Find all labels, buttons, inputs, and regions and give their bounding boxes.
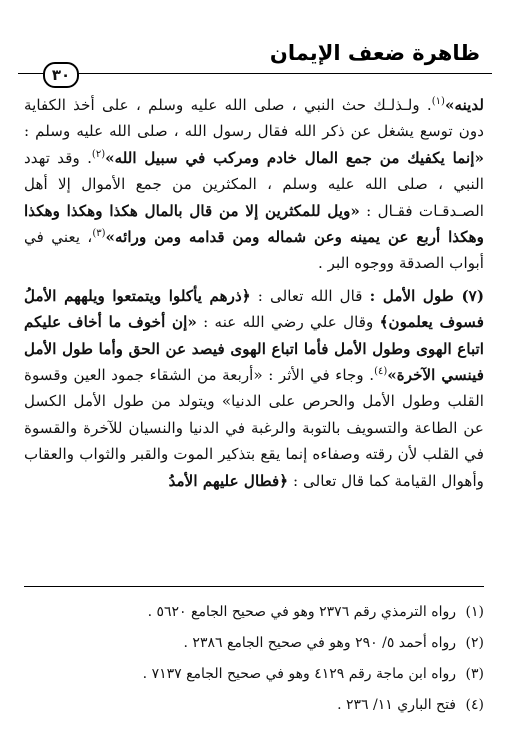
text-segment: . وجاء في الأثر : «أربعة من الشقاء جمود العين وقسوة القلب وطول الأمل والحرص على الدنيا» ويتولد من طول الأمل الكسل عن الطاعة والتسويف بالتوبة والرغبة في الدنيا والنسيان للآخرة والقسوة في القلب لأن رقته وصفاءه إنما يقع بتذكير الموت والقبر والثواب والعقاب وأهوال القيامة كما قال تعالى :: [24, 366, 484, 490]
hadith-quote: «ويل للمكثرين إلا من قال بالمال هكذا وهكذا وهكذا وهكذا أربع عن يمينه وعن شماله ومن قدامه ومن ورائه»: [24, 201, 484, 247]
quran-verse: ﴿فطال عليهم الأمدُ: [168, 471, 289, 490]
text-segment: ، يعني في أبواب الصدقة ووجوه البر .: [24, 228, 484, 273]
footnote-text: رواه أحمد ٥/ ٢٩٠ وهو في صحيح الجامع ٢٣٨٦ .: [183, 635, 456, 651]
text-segment: وقال علي رضي الله عنه :: [196, 313, 380, 332]
header-rule-left: [18, 73, 46, 74]
quran-verse: ﴿ذرهم يأكلوا ويتمتعوا ويلههم الأملُ فسوف يعلمون﴾: [24, 286, 484, 332]
running-title: ظاهرة ضعف الإيمان: [269, 41, 480, 65]
page-number: ٣٠: [43, 62, 79, 88]
paragraph-1: [24, 92, 484, 277]
footnote-text: فتح الباري ١١/ ٢٣٦ .: [337, 697, 456, 713]
text-segment: قال الله تعالى :: [250, 286, 370, 305]
quote-end: لدينه»: [444, 96, 484, 114]
athar-quote: «إن أخوف ما أخاف عليكم اتباع الهوى وطول الأمل فأما اتباع الهوى فيصد عن الحق وأما طول الأمل فينسي الآخرة»: [24, 313, 484, 385]
section-heading: (٧) طول الأمل :: [369, 286, 484, 305]
footnote-rule: [24, 586, 484, 587]
footnote-number: (١): [465, 604, 484, 620]
footnote-item: [24, 659, 484, 690]
hadith-quote: «إنما يكفيك من جمع المال خادم ومركب في سبيل الله»: [105, 148, 484, 167]
text-segment: . ولـذلـك حث النبي ، صلى الله عليه وسلم ، على أخذ الكفاية دون توسع يشغل عن ذكر الله فقال رسول الله ، صلى الله عليه وسلم :: [24, 96, 484, 141]
footnote-text: رواه ابن ماجة رقم ٤١٢٩ وهو في صحيح الجامع ٧١٣٧ .: [142, 666, 456, 682]
footnote-number: (٣): [465, 666, 484, 682]
footnote-number: (٤): [465, 697, 484, 713]
footnote-number: (٢): [465, 635, 484, 651]
footnote-text: رواه الترمذي رقم ٢٣٧٦ وهو في صحيح الجامع ٥٦٢٠ .: [147, 604, 456, 620]
footnote-item: [24, 628, 484, 659]
text-segment: . وقد تهدد النبي ، صلى الله عليه وسلم ، المكثرين من جمع الأموال إلا أهل الصـدقـات فقـال :: [24, 148, 484, 220]
footnote-list: [24, 597, 484, 721]
main-text: [24, 92, 484, 494]
footnote-ref-2: (٢): [91, 148, 106, 160]
paragraph-2: [24, 283, 484, 494]
footnote-ref-3: (٣): [92, 227, 106, 239]
footnote-item: [24, 597, 484, 628]
footnote-ref-1: (١): [431, 95, 445, 107]
footnote-item: [24, 690, 484, 721]
header-rule: [74, 73, 492, 74]
footnotes: [24, 597, 484, 721]
footnote-ref-4: (٤): [374, 366, 388, 377]
